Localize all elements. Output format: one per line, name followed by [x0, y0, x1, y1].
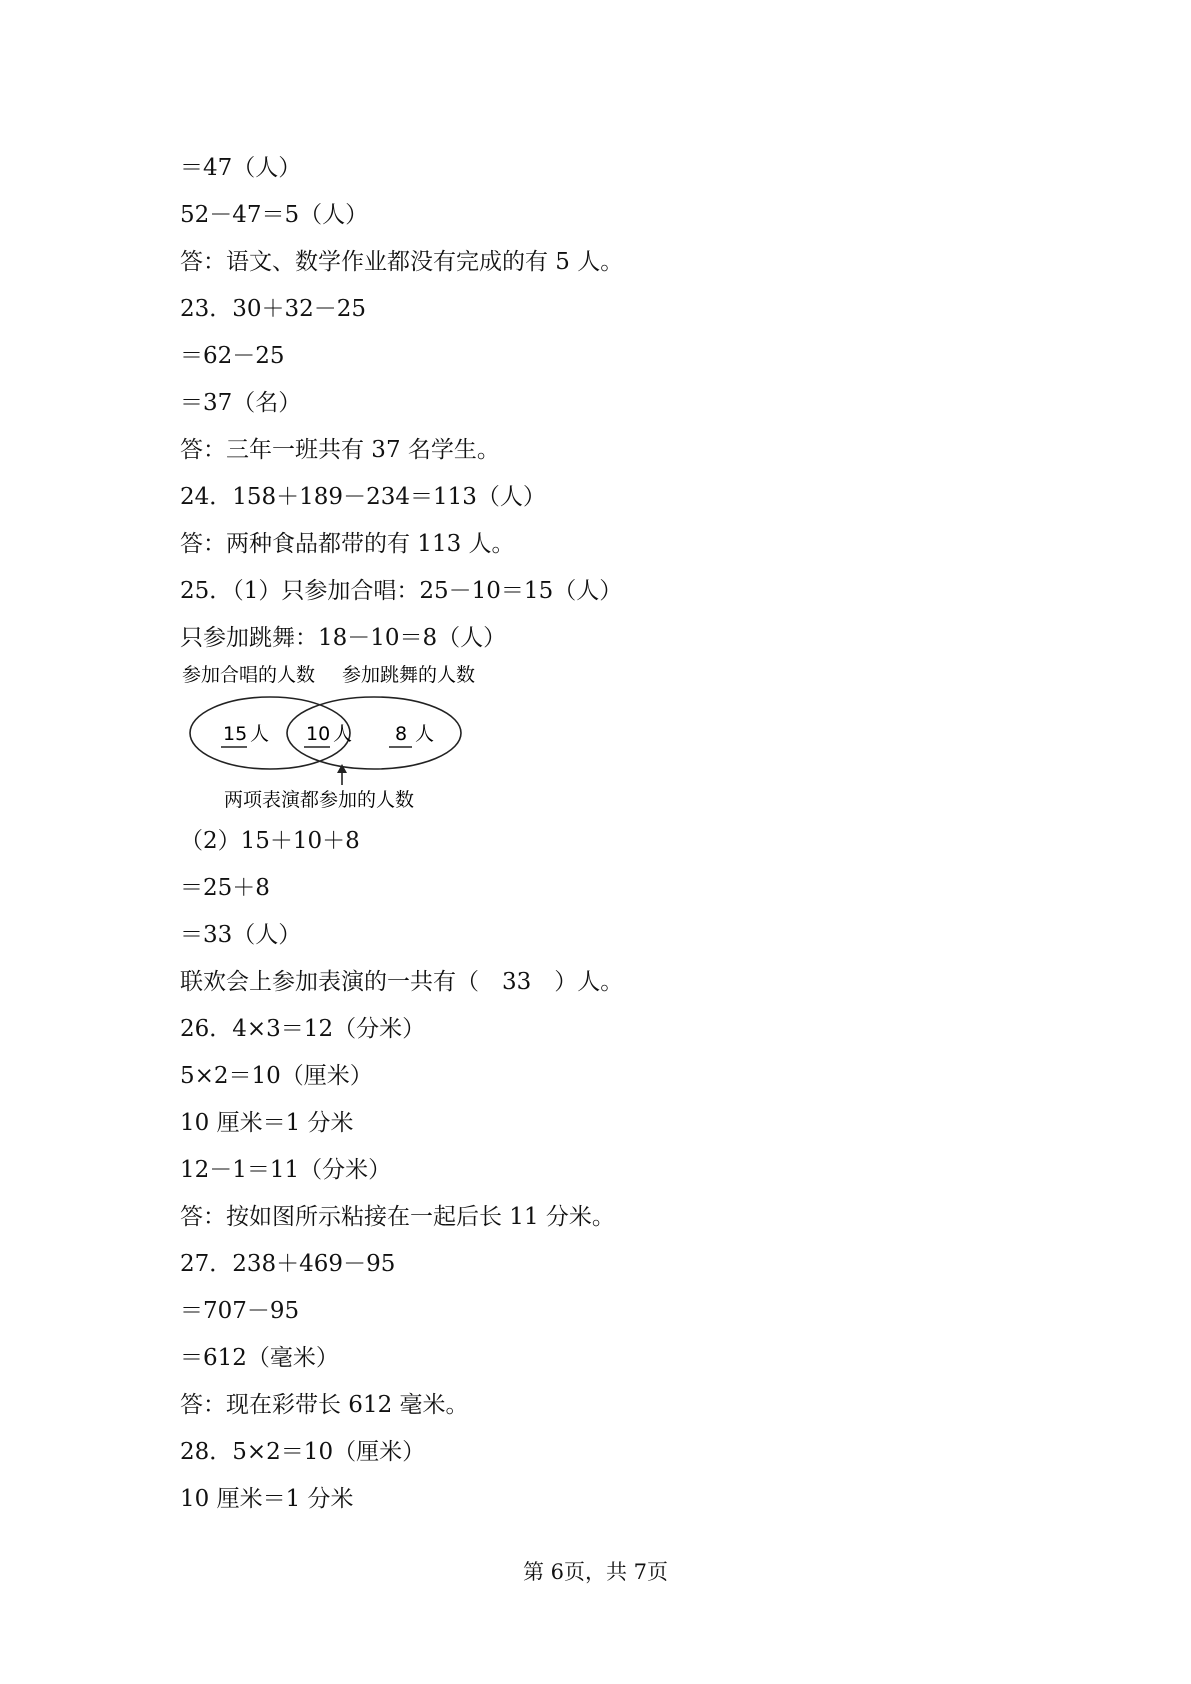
text-line: 答：三年一班共有 37 名学生。	[180, 437, 500, 463]
text-line: ＝612（毫米）	[180, 1345, 339, 1371]
venn-value-right: 8	[395, 723, 408, 745]
venn-unit-right: 人	[415, 723, 435, 745]
text-line: 5×2＝10（厘米）	[180, 1063, 373, 1089]
text-line: ＝62－25	[180, 343, 285, 369]
venn-diagram	[180, 663, 500, 813]
text-line: ＝37（名）	[180, 390, 302, 416]
text-line: ＝47（人）	[180, 155, 302, 181]
venn-label-left: 参加合唱的人数	[182, 664, 316, 686]
text-line: 10 厘米＝1 分米	[180, 1110, 354, 1136]
text-line: ＝707－95	[180, 1298, 300, 1324]
text-line: 28．5×2＝10（厘米）	[180, 1439, 426, 1465]
venn-label-right: 参加跳舞的人数	[342, 664, 476, 686]
text-line: 25．（1）只参加合唱：25－10＝15（人）	[180, 578, 623, 604]
venn-unit-left: 人	[250, 723, 270, 745]
text-line: 10 厘米＝1 分米	[180, 1486, 354, 1512]
venn-value-middle: 10	[306, 723, 331, 745]
text-line: 27．238＋469－95	[180, 1251, 396, 1277]
page-footer: 第 6页，共 7页	[522, 1560, 669, 1584]
venn-unit-middle: 人	[333, 723, 353, 745]
text-line: ＝25＋8	[180, 875, 270, 901]
text-line: 26．4×3＝12（分米）	[180, 1016, 426, 1042]
text-line: 答：按如图所示粘接在一起后长 11 分米。	[180, 1204, 615, 1230]
text-line: 12－1＝11（分米）	[180, 1157, 392, 1183]
text-line: 联欢会上参加表演的一共有（ 33 ）人。	[180, 969, 624, 995]
text-line: 只参加跳舞：18－10＝8（人）	[180, 625, 507, 651]
text-line: 答：语文、数学作业都没有完成的有 5 人。	[180, 249, 624, 275]
venn-value-left: 15	[223, 723, 248, 745]
text-line: 52－47＝5（人）	[180, 202, 369, 228]
text-line: 24．158＋189－234＝113（人）	[180, 484, 546, 510]
text-line: 23．30＋32－25	[180, 296, 367, 322]
text-line: ＝33（人）	[180, 922, 302, 948]
text-line: （2）15＋10＋8	[180, 828, 360, 854]
text-line: 答：现在彩带长 612 毫米。	[180, 1392, 469, 1418]
text-line: 答：两种食品都带的有 113 人。	[180, 531, 515, 557]
venn-label-bottom: 两项表演都参加的人数	[224, 789, 415, 811]
